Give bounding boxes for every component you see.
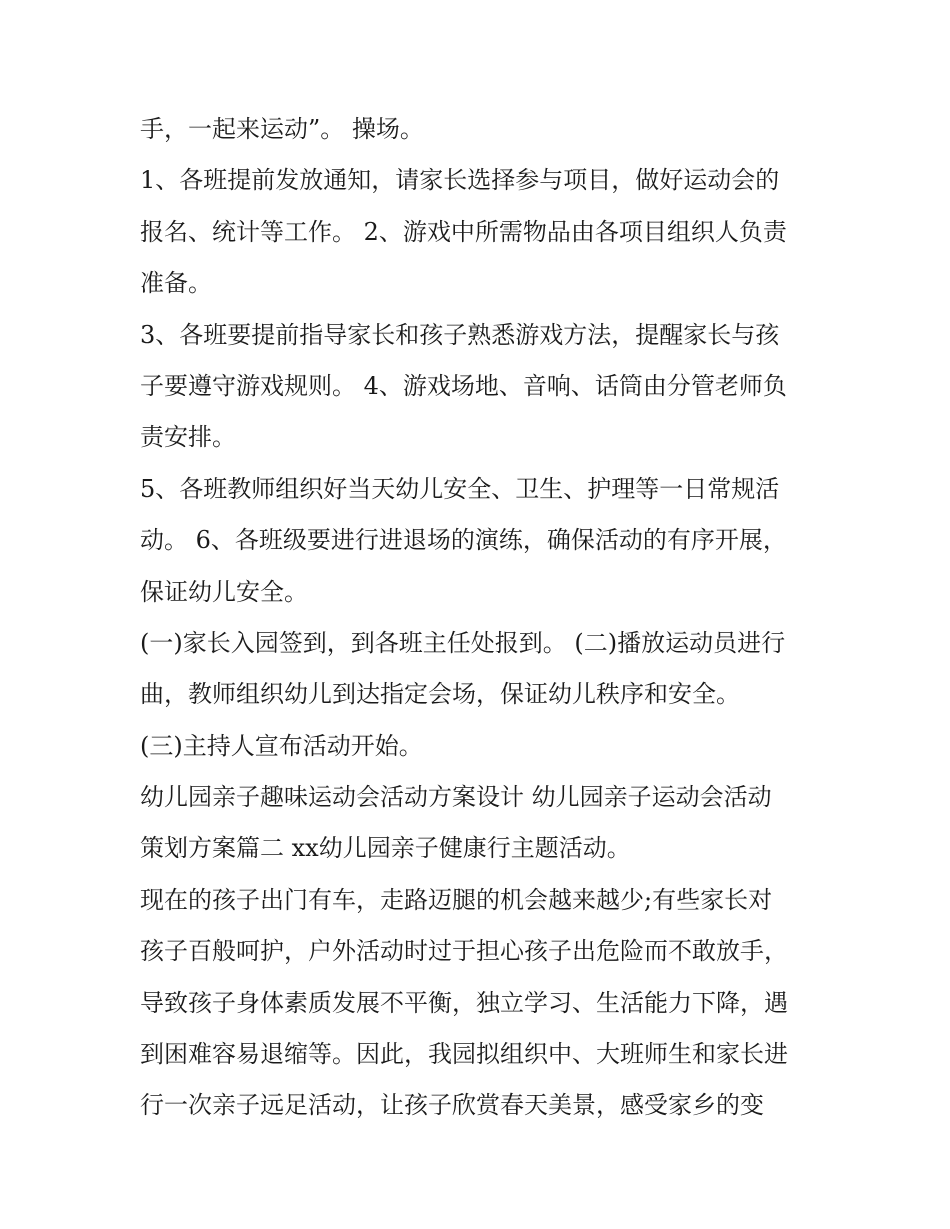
text-line: 1、各班提前发放通知，请家长选择参与项目，做好运动会的 (140, 166, 780, 195)
document-body (140, 104, 820, 1132)
text-line: (一)家长入园签到，到各班主任处报到。 (二)播放运动员进行 (140, 628, 786, 657)
paragraph-item-5-6 (140, 464, 820, 618)
paragraph-procedure-3 (140, 721, 820, 772)
paragraph-section-title (140, 772, 820, 875)
paragraph-item-1-2 (140, 155, 820, 309)
text-line: 孩子百般呵护，户外活动时过于担心孩子出危险而不敢放手， (140, 937, 788, 966)
text-line: 报名、统计等工作。 2、游戏中所需物品由各项目组织人负责 (140, 217, 787, 246)
paragraph-background (140, 875, 820, 1132)
text-line: 手，一起来运动”。 操场。 (140, 115, 424, 143)
text-line: 幼儿园亲子趣味运动会活动方案设计 幼儿园亲子运动会活动 (140, 783, 772, 812)
text-line: 责安排。 (140, 423, 236, 452)
text-line: 到困难容易退缩等。因此，我园拟组织中、大班师生和家长进 (140, 1040, 788, 1069)
text-line: 现在的孩子出门有车，走路迈腿的机会越来越少;有些家长对 (140, 885, 773, 914)
text-line: 5、各班教师组织好当天幼儿安全、卫生、护理等一日常规活 (140, 474, 780, 503)
text-line: 准备。 (140, 269, 212, 298)
paragraph-procedure-1-2 (140, 618, 820, 721)
text-line: (三)主持人宣布活动开始。 (140, 731, 423, 760)
text-line: 行一次亲子远足活动，让孩子欣赏春天美景，感受家乡的变 (140, 1091, 764, 1120)
text-line: 动。 6、各班级要进行进退场的演练，确保活动的有序开展， (140, 526, 787, 555)
paragraph-intro-tail (140, 104, 820, 155)
text-line: 导致孩子身体素质发展不平衡，独立学习、生活能力下降，遇 (140, 988, 788, 1017)
text-line: 保证幼儿安全。 (140, 577, 308, 606)
paragraph-item-3-4 (140, 310, 820, 464)
text-line: 3、各班要提前指导家长和孩子熟悉游戏方法，提醒家长与孩 (140, 320, 780, 349)
text-line: 曲，教师组织幼儿到达指定会场，保证幼儿秩序和安全。 (140, 680, 740, 709)
text-line: 子要遵守游戏规则。 4、游戏场地、音响、话筒由分管老师负 (140, 371, 787, 400)
text-line: 策划方案篇二 xx幼儿园亲子健康行主题活动。 (140, 834, 631, 863)
